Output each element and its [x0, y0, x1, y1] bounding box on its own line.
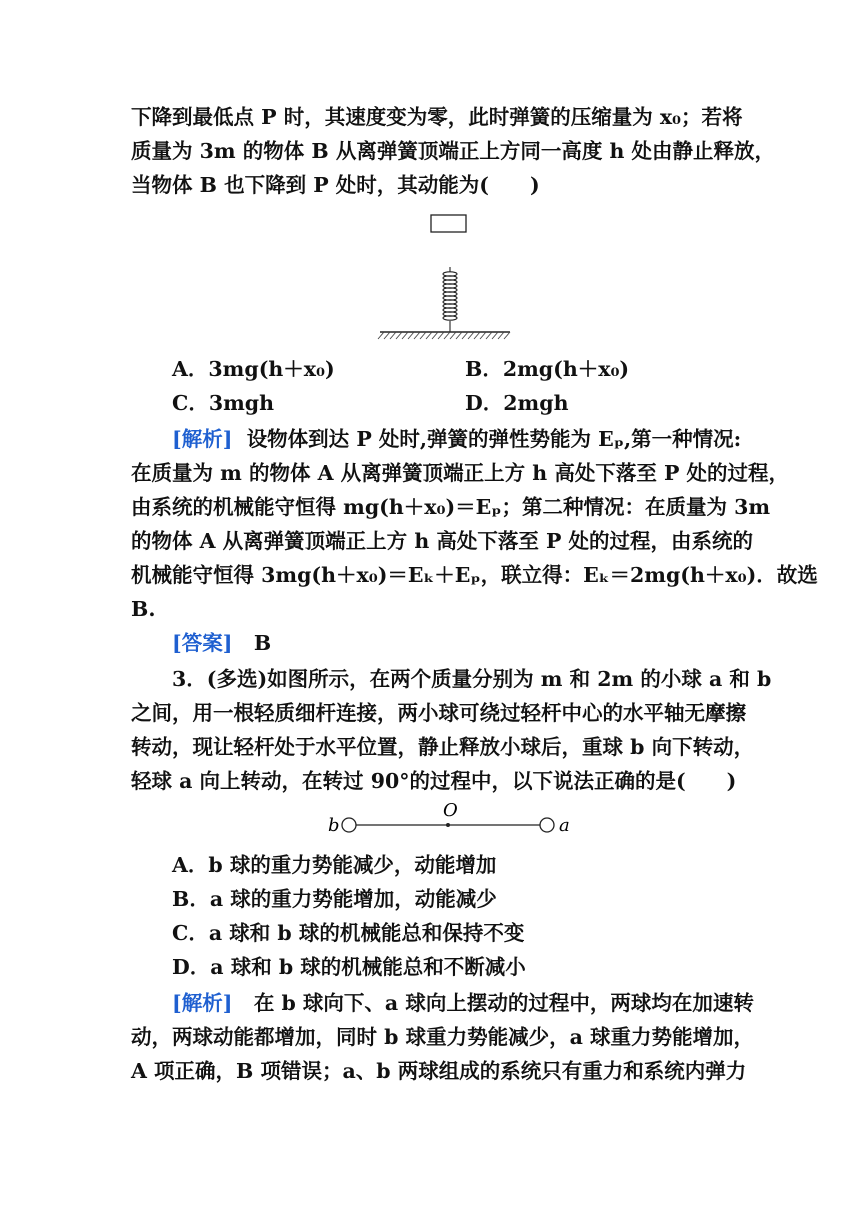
q3-stem-line-4: 轻球 a 向上转动，在转过 90°的过程中，以下说法正确的是( ) [131, 769, 737, 793]
q2-answer-line [172, 626, 732, 660]
q3-analysis-line-2: 动，两球动能都增加，同时 b 球重力势能减少，a 球重力势能增加， [131, 1025, 755, 1049]
rod-figure [320, 800, 580, 840]
pivot-o [446, 823, 450, 827]
q2-option-b: B．2mg(h＋x₀) [465, 357, 630, 381]
q2-stem-line-2: 质量为 3m 的物体 B 从离弹簧顶端正上方同一高度 h 处由静止释放， [131, 139, 776, 163]
spring-figure [370, 210, 520, 345]
answer-value: B [253, 631, 272, 655]
q2-option-d: D．2mgh [465, 391, 569, 415]
label-a: a [559, 815, 570, 836]
block-b [431, 215, 466, 232]
q3-analysis-text-1: 在 b 球向下、a 球向上摆动的过程中，两球均在加速转 [253, 991, 754, 1015]
label-o: O [443, 800, 458, 821]
ball-a [540, 818, 554, 832]
answer-tag: [答案] [172, 631, 233, 655]
q2-analysis-line-1 [172, 422, 742, 456]
ball-b [342, 818, 356, 832]
spring-coil [443, 267, 457, 332]
q2-option-c: C．3mgh [172, 391, 275, 415]
label-b: b [328, 815, 340, 836]
q2-stem-line-3: 当物体 B 也下降到 P 处时，其动能为( ) [131, 173, 540, 197]
q3-option-c: C．a 球和 b 球的机械能总和保持不变 [172, 921, 525, 945]
q2-analysis-line-3: 由系统的机械能守恒得 mg(h＋x₀)＝Eₚ；第二种情况：在质量为 3m [131, 495, 771, 519]
q3-analysis-line-1 [172, 986, 754, 1020]
q2-analysis-line-6: B. [131, 597, 156, 621]
q3-stem-line-2: 之间，用一根轻质细杆连接，两小球可绕过轻杆中心的水平轴无摩擦 [131, 701, 746, 725]
q2-option-a: A．3mg(h＋x₀) [172, 357, 335, 381]
q2-analysis-line-4: 的物体 A 从离弹簧顶端正上方 h 高处下落至 P 处的过程，由系统的 [131, 529, 754, 553]
q3-stem-line-3: 转动，现让轻杆处于水平位置，静止释放小球后，重球 b 向下转动， [131, 735, 755, 759]
q3-option-d: D．a 球和 b 球的机械能总和不断减小 [172, 955, 526, 979]
analysis-tag: [解析] [172, 991, 233, 1015]
q3-analysis-line-3: A 项正确，B 项错误；a、b 两球组成的系统只有重力和系统内弹力 [131, 1059, 747, 1083]
q3-option-a: A．b 球的重力势能减少，动能增加 [172, 853, 497, 877]
q2-analysis-text-1: 设物体到达 P 处时,弹簧的弹性势能为 Eₚ,第一种情况: [246, 427, 742, 451]
q2-analysis-line-5: 机械能守恒得 3mg(h＋x₀)＝Eₖ＋Eₚ，联立得：Eₖ＝2mg(h＋x₀)．故选 [131, 563, 818, 587]
analysis-tag: [解析] [172, 427, 233, 451]
q2-stem-line-1: 下降到最低点 P 时，其速度变为零，此时弹簧的压缩量为 x₀；若将 [131, 105, 743, 129]
q3-option-b: B．a 球的重力势能增加，动能减少 [172, 887, 497, 911]
q2-analysis-line-2: 在质量为 m 的物体 A 从离弹簧顶端正上方 h 高处下落至 P 处的过程， [131, 461, 790, 485]
ground-hatching [378, 332, 510, 339]
q3-stem-line-1: 3．(多选)如图所示，在两个质量分别为 m 和 2m 的小球 a 和 b [172, 667, 772, 691]
